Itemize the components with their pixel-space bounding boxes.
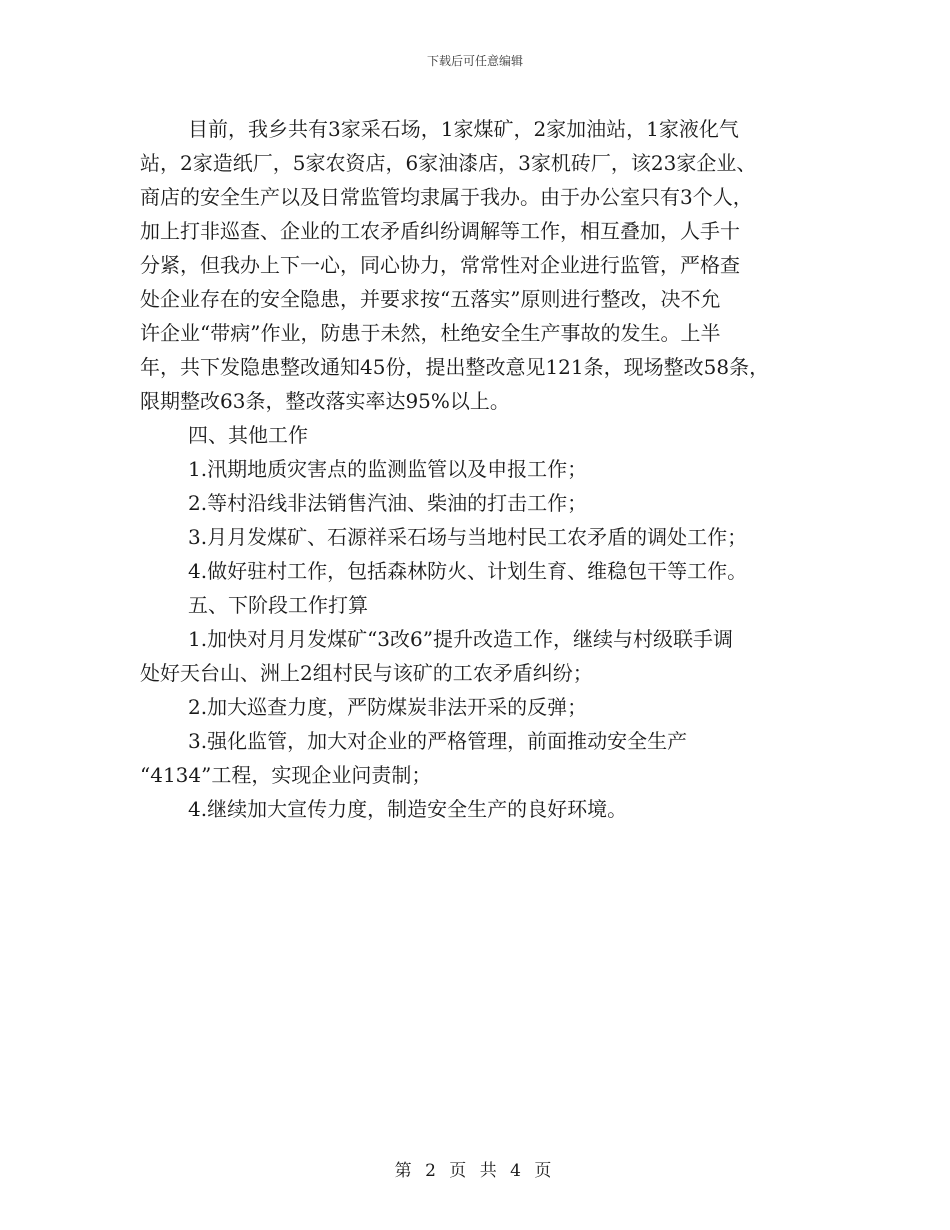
list-item: 1.加快对月月发煤矿“3改6”提升改造工作，继续与村级联手调 <box>188 627 733 651</box>
list-item-continuation: “4134”工程，实现企业问责制； <box>140 763 432 787</box>
list-item: 3.月月发煤矿、石源祥采石场与当地村民工农矛盾的调处工作； <box>188 525 748 549</box>
list-item: 4.继续加大宣传力度，制造安全生产的良好环境。 <box>188 797 628 821</box>
section-heading: 五、下阶段工作打算 <box>188 593 368 617</box>
body-line: 站，2家造纸厂，5家农资店，6家油漆店，3家机砖厂，该23家企业、 <box>140 151 757 175</box>
body-line: 处企业存在的安全隐患，并要求按“五落实”原则进行整改，决不允 <box>140 287 721 311</box>
document-body <box>140 112 830 826</box>
body-line: 许企业“带病”作业，防患于未然，杜绝安全生产事故的发生。上半 <box>140 321 721 345</box>
body-line: 目前，我乡共有3家采石场，1家煤矿，2家加油站，1家液化气 <box>188 117 739 141</box>
section-heading: 四、其他工作 <box>188 423 308 447</box>
body-line: 加上打非巡查、企业的工农矛盾纠纷调解等工作，相互叠加，人手十 <box>140 219 740 243</box>
list-item: 4.做好驻村工作，包括森林防火、计划生育、维稳包干等工作。 <box>188 559 748 583</box>
page-number: 第 2 页 共 4 页 <box>394 1161 556 1181</box>
page-header: 下载后可任意编辑 <box>426 54 523 68</box>
body-line: 分紧，但我办上下一心，同心协力，常常性对企业进行监管，严格查 <box>140 253 740 277</box>
list-item: 3.强化监管，加大对企业的严格管理，前面推动安全生产 <box>188 729 688 753</box>
body-line: 限期整改63条，整改落实率达95%以上。 <box>140 389 510 413</box>
list-item: 1.汛期地质灾害点的监测监管以及申报工作； <box>188 457 588 481</box>
body-line: 商店的安全生产以及日常监管均隶属于我办。由于办公室只有3个人， <box>140 185 753 209</box>
list-item: 2.等村沿线非法销售汽油、柴油的打击工作； <box>188 491 588 515</box>
body-line: 年，共下发隐患整改通知45份，提出整改意见121条，现场整改58条， <box>140 355 770 379</box>
list-item-continuation: 处好天台山、洲上2组村民与该矿的工农矛盾纠纷； <box>140 661 593 685</box>
list-item: 2.加大巡查力度，严防煤炭非法开采的反弹； <box>188 695 588 719</box>
